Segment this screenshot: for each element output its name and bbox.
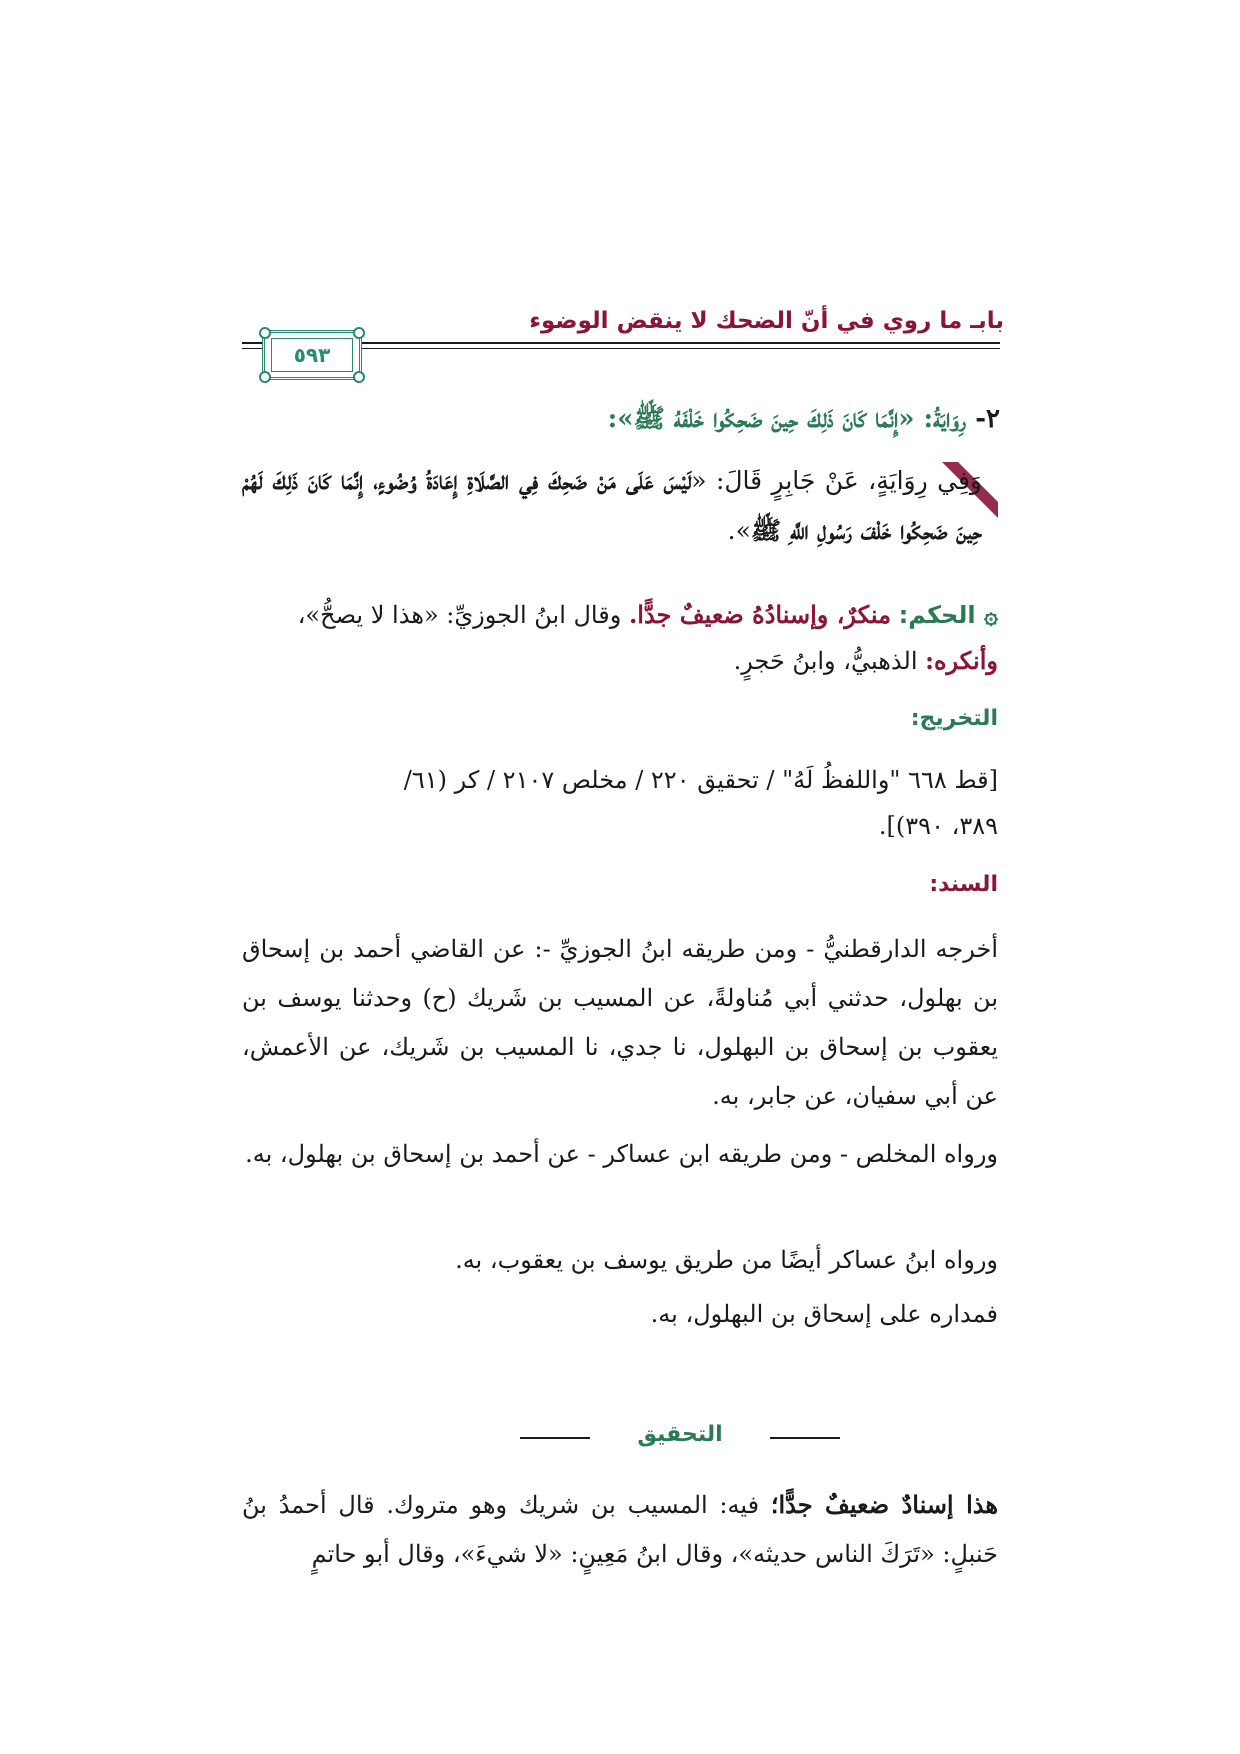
ornament-icon [259,371,271,383]
section-heading [608,402,1000,440]
sanad-paragraph-4: فمداره على إسحاق بن البهلول، به. [650,1300,998,1328]
sanad-paragraph-1: أخرجه الدارقطنيُّ - ومن طريقه ابنُ الجوزيِّ -: عن القاضي أحمد بن إسحاق بن بهلول، حدثني أبي مُناولةً، عن المسيب بن شَريك (ح) وحدثنا يوسف بن يعقوب بن إسحاق بن البهلول، نا جدي، نا المسيب بن شَريك، عن الأعمش، عن أبي سفيان، عن جابر، به. [242,935,998,1110]
ruling-label: ۞ الحكم: [898,601,998,629]
ruling-line [242,600,998,629]
tahqiq-bold-start: هذا إسنادٌ ضعيفٌ جدًّا؛ [770,1490,998,1519]
sanad-paragraph-2: ورواه المخلص - ومن طريقه ابن عساكر - عن أحمد بن إسحاق بن بهلول، به. [245,1140,998,1168]
ornament-icon [353,371,365,383]
sanad-paragraph-3: ورواه ابنُ عساكر أيضًا من طريق يوسف بن يعقوب، به. [455,1246,998,1274]
hadith-text [242,456,998,556]
page-number-badge [262,330,362,380]
chapter-title: بابـ ما روي في أنّ الضحك لا ينقض الوضوء [529,308,1004,334]
hadith-bold: لَيْسَ عَلَى مَنْ ضَحِكَ فِي الصَّلَاةِ إِعَادَةُ وُضُوءٍ، إِنَّمَا كَانَ ذَلِكَ لَهُمْ حِينَ ضَحِكُوا خَلْفَ رَسُولِ اللَّهِ ﷺ [242,466,982,545]
ornament-icon [259,327,271,339]
takhrij-line-1: [قط ٦٦٨ "واللفظُ لَهُ" / تحقيق ٢٢٠ / مخلص ٢١٠٧ / كر (٦١/ [403,766,998,794]
tahqiq-text: فيه: المسيب بن شريك وهو متروك. قال أحمدُ بنُ حَنبلٍ: «تَرَكَ الناس حديثه»، وقال ابنُ مَعِينٍ: «لا شيءَ»، وقال أبو حاتمٍ [242,1491,998,1568]
section-number: ٢- [975,404,1000,434]
ruling-text: وقال ابنُ الجوزيِّ: «هذا لا يصحُّ»، [297,601,629,629]
ornament-icon [353,327,365,339]
tahqiq-divider [520,1422,840,1452]
page-number: ٥٩٣ [271,338,353,372]
denied-label: وأنكره: [925,646,998,675]
hadith-intro: وَفِي رِوَايَةٍ، عَنْ جَابِرٍ قَالَ: « [691,466,982,495]
section-heading-text: رِوَايَةُ: «إِنَّمَا كَانَ ذَلِكَ حِينَ ضَحِكُوا خَلْفَهُ ﷺ»: [607,404,967,434]
tahqiq-paragraph [242,1480,998,1579]
takhrij-heading: التخريج: [910,706,998,731]
sanad-heading: السند: [929,872,998,897]
ruling-verdict: منكرٌ، وإسنادُهُ ضعيفٌ جدًّا. [628,600,892,629]
hadith-outro: ». [727,516,751,545]
denied-by: الذهبيُّ، وابنُ حَجرٍ. [733,647,926,675]
takhrij-line-2: ٣٨٩، ٣٩٠)]. [878,812,998,840]
tahqiq-heading: التحقيق [637,1422,723,1447]
denied-line [242,646,998,675]
